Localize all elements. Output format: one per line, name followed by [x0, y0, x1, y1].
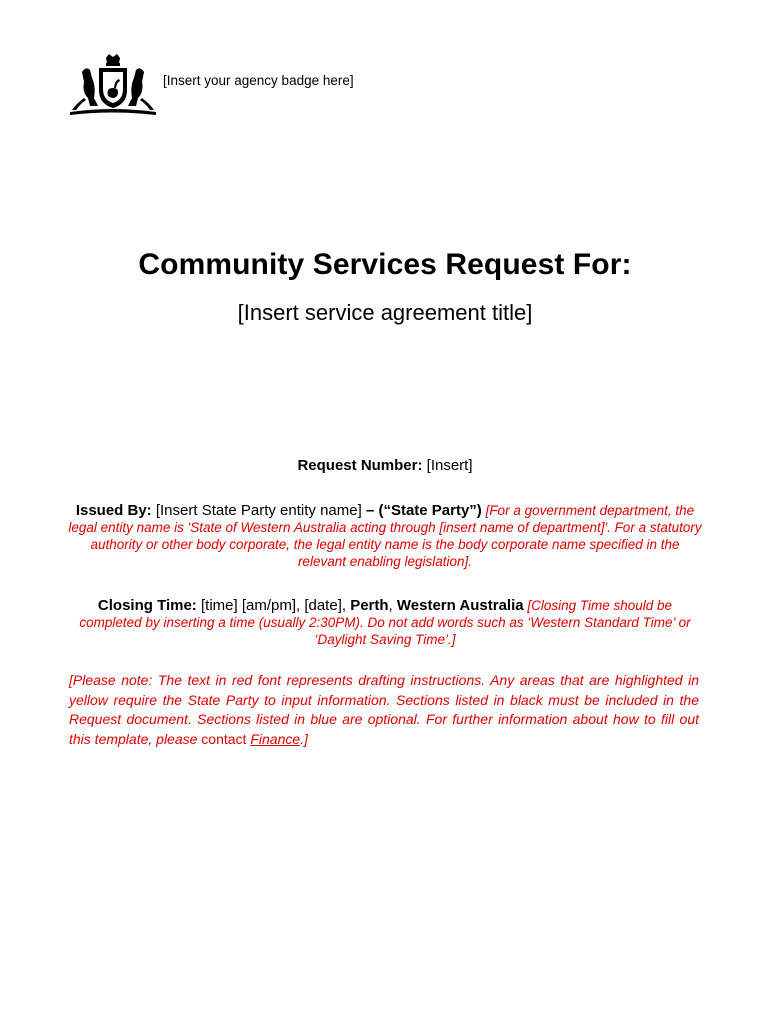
- service-agreement-title: [Insert service agreement title]: [237, 300, 533, 325]
- note-contact: contact: [201, 730, 247, 747]
- request-number: [0, 457, 770, 474]
- page-title: Community Services Request For:: [138, 248, 632, 281]
- closing-state: Western Australia: [396, 597, 524, 614]
- agency-badge-placeholder: [Insert your agency badge here]: [163, 73, 354, 88]
- issued-by-value: [Insert State Party entity name]: [151, 502, 366, 519]
- issued-by-instruction: [For a government department, the legal entity name is 'State of Western Australia acting through [insert name of department]'. For a statutory authority or other body corporate, the legal entity name is the body corporate name specified in the relevant enabling legislation].: [68, 503, 702, 569]
- issued-by-section: [66, 502, 704, 570]
- request-number-value: [Insert]: [422, 457, 473, 474]
- closing-time-value: [time] [am/pm], [date],: [196, 597, 351, 614]
- closing-time-label: Closing Time:: [97, 597, 197, 614]
- note-end: .]: [300, 730, 308, 747]
- issued-by-label: Issued By:: [75, 502, 152, 519]
- closing-time-section: [66, 597, 704, 648]
- finance-link[interactable]: Finance: [250, 730, 301, 747]
- note-text: [Please note: The text in red font represents drafting instructions. Any areas that are highlighted in yellow require the State Party to input information. Sections listed in black must be included in the Request document. Sections listed in blue are optional. For further information about how to fill out this template, please: [69, 672, 699, 747]
- closing-time-instruction: [Closing Time should be completed by inserting a time (usually 2:30PM). Do not add words such as ‘Western Standard Time’ or ‘Daylight Saving Time’.]: [79, 598, 691, 647]
- request-number-label: Request Number:: [297, 457, 423, 474]
- state-party-label: – (“State Party”): [365, 502, 482, 519]
- closing-separator: ,: [388, 597, 397, 614]
- wa-coat-of-arms-icon: [68, 52, 158, 118]
- closing-city: Perth: [350, 597, 389, 614]
- drafting-note: [69, 671, 699, 749]
